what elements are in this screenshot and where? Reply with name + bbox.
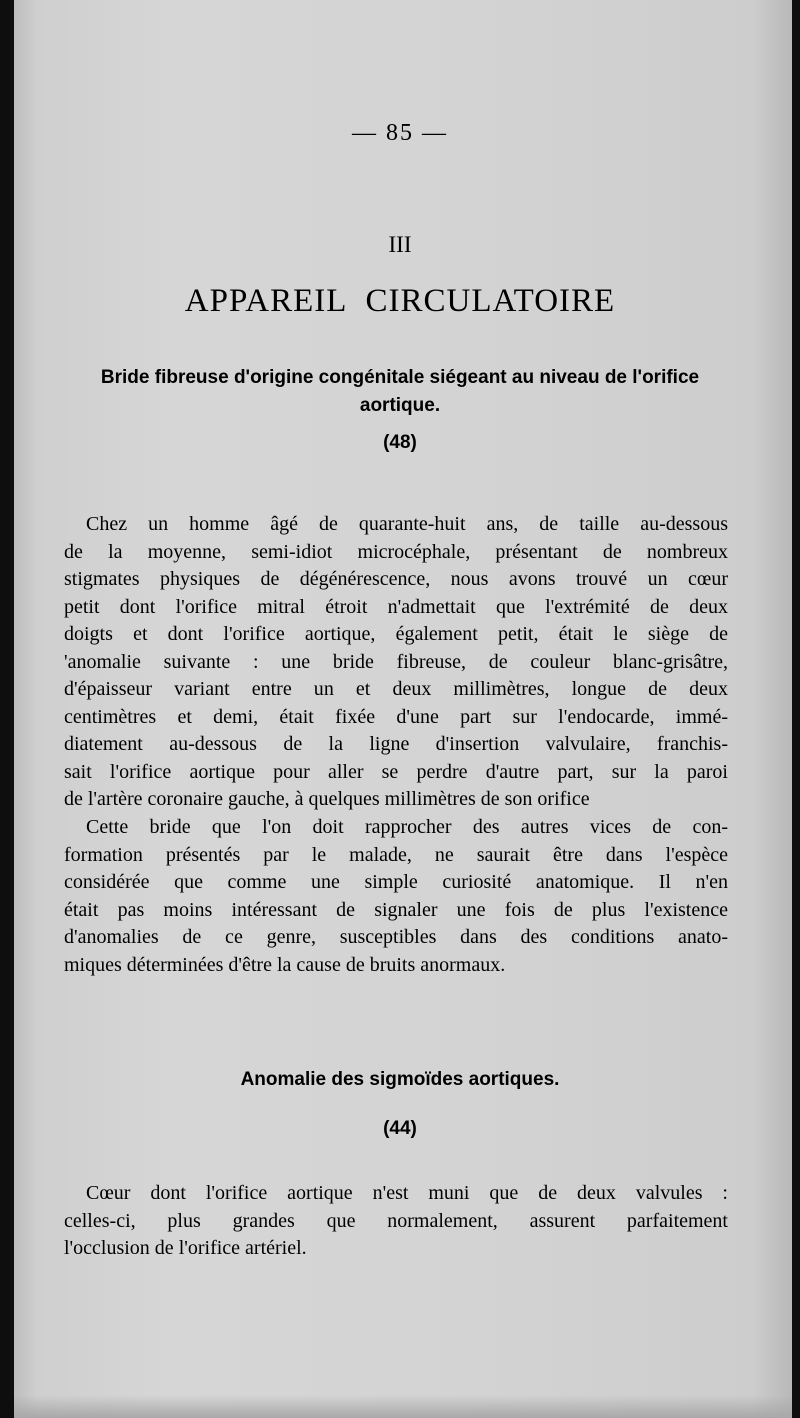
text-line: sait l'orifice aortique pour aller se perdre d'autre part, sur la paroi bbox=[64, 760, 728, 783]
page-bottom-shadow bbox=[14, 1395, 792, 1418]
text-line: miques déterminées d'être la cause de bruits anormaux. bbox=[64, 953, 506, 976]
article2-number: (44) bbox=[383, 1118, 417, 1139]
article1-title: Bride fibreuse d'origine congénitale siégeant au niveau de l'orifice aortique. bbox=[100, 367, 700, 416]
text-line: celles-ci, plus grandes que normalement, assurent parfaitement bbox=[64, 1209, 728, 1232]
text-line: Chez un homme âgé de quarante-huit ans, de taille au-dessous bbox=[86, 513, 728, 535]
text-line: était pas moins intéressant de signaler une fois de plus l'existence bbox=[64, 898, 728, 921]
text-line: considérée que comme une simple curiosité anatomique. Il n'en bbox=[64, 871, 728, 893]
text-line: stigmates physiques de dégénérescence, nous avons trouvé un cœur bbox=[64, 568, 728, 590]
text-line: d'anomalies de ce genre, susceptibles dans des conditions anato- bbox=[64, 926, 728, 948]
section-title: APPAREIL CIRCULATOIRE bbox=[184, 283, 616, 319]
text-line: 'anomalie suivante : une bride fibreuse, de couleur blanc-grisâtre, bbox=[64, 650, 728, 673]
article1-paragraph1 bbox=[64, 511, 728, 814]
article1-number: (48) bbox=[383, 432, 417, 453]
article2-paragraph bbox=[64, 1180, 728, 1263]
text-line: doigts et dont l'orifice aortique, également petit, était le siège de bbox=[64, 623, 728, 645]
text-line: formation présentés par le malade, ne saurait être dans l'espèce bbox=[64, 843, 728, 866]
text-line: Cette bride que l'on doit rapprocher des autres vices de con- bbox=[86, 816, 728, 838]
text-line: centimètres et demi, était fixée d'une part sur l'endocarde, immé- bbox=[64, 705, 728, 728]
text-line: petit dont l'orifice mitral étroit n'admettait que l'extrémité de deux bbox=[64, 595, 728, 618]
text-line: Cœur dont l'orifice aortique n'est muni que de deux valvules : bbox=[86, 1182, 728, 1204]
text-line: diatement au-dessous de la ligne d'insertion valvulaire, franchis- bbox=[64, 733, 728, 755]
article1-paragraph2 bbox=[64, 814, 728, 979]
article2-title: Anomalie des sigmoïdes aortiques. bbox=[240, 1069, 560, 1090]
section-number: III bbox=[388, 232, 412, 257]
text-line: de la moyenne, semi-idiot microcéphale, présentant de nombreux bbox=[64, 540, 728, 563]
text-line: l'occlusion de l'orifice artériel. bbox=[64, 1237, 307, 1259]
text-line: de l'artère coronaire gauche, à quelques millimètres de son orifice bbox=[64, 788, 590, 810]
page-number: — 85 — bbox=[352, 120, 448, 146]
text-line: d'épaisseur variant entre un et deux millimètres, longue de deux bbox=[64, 678, 728, 700]
